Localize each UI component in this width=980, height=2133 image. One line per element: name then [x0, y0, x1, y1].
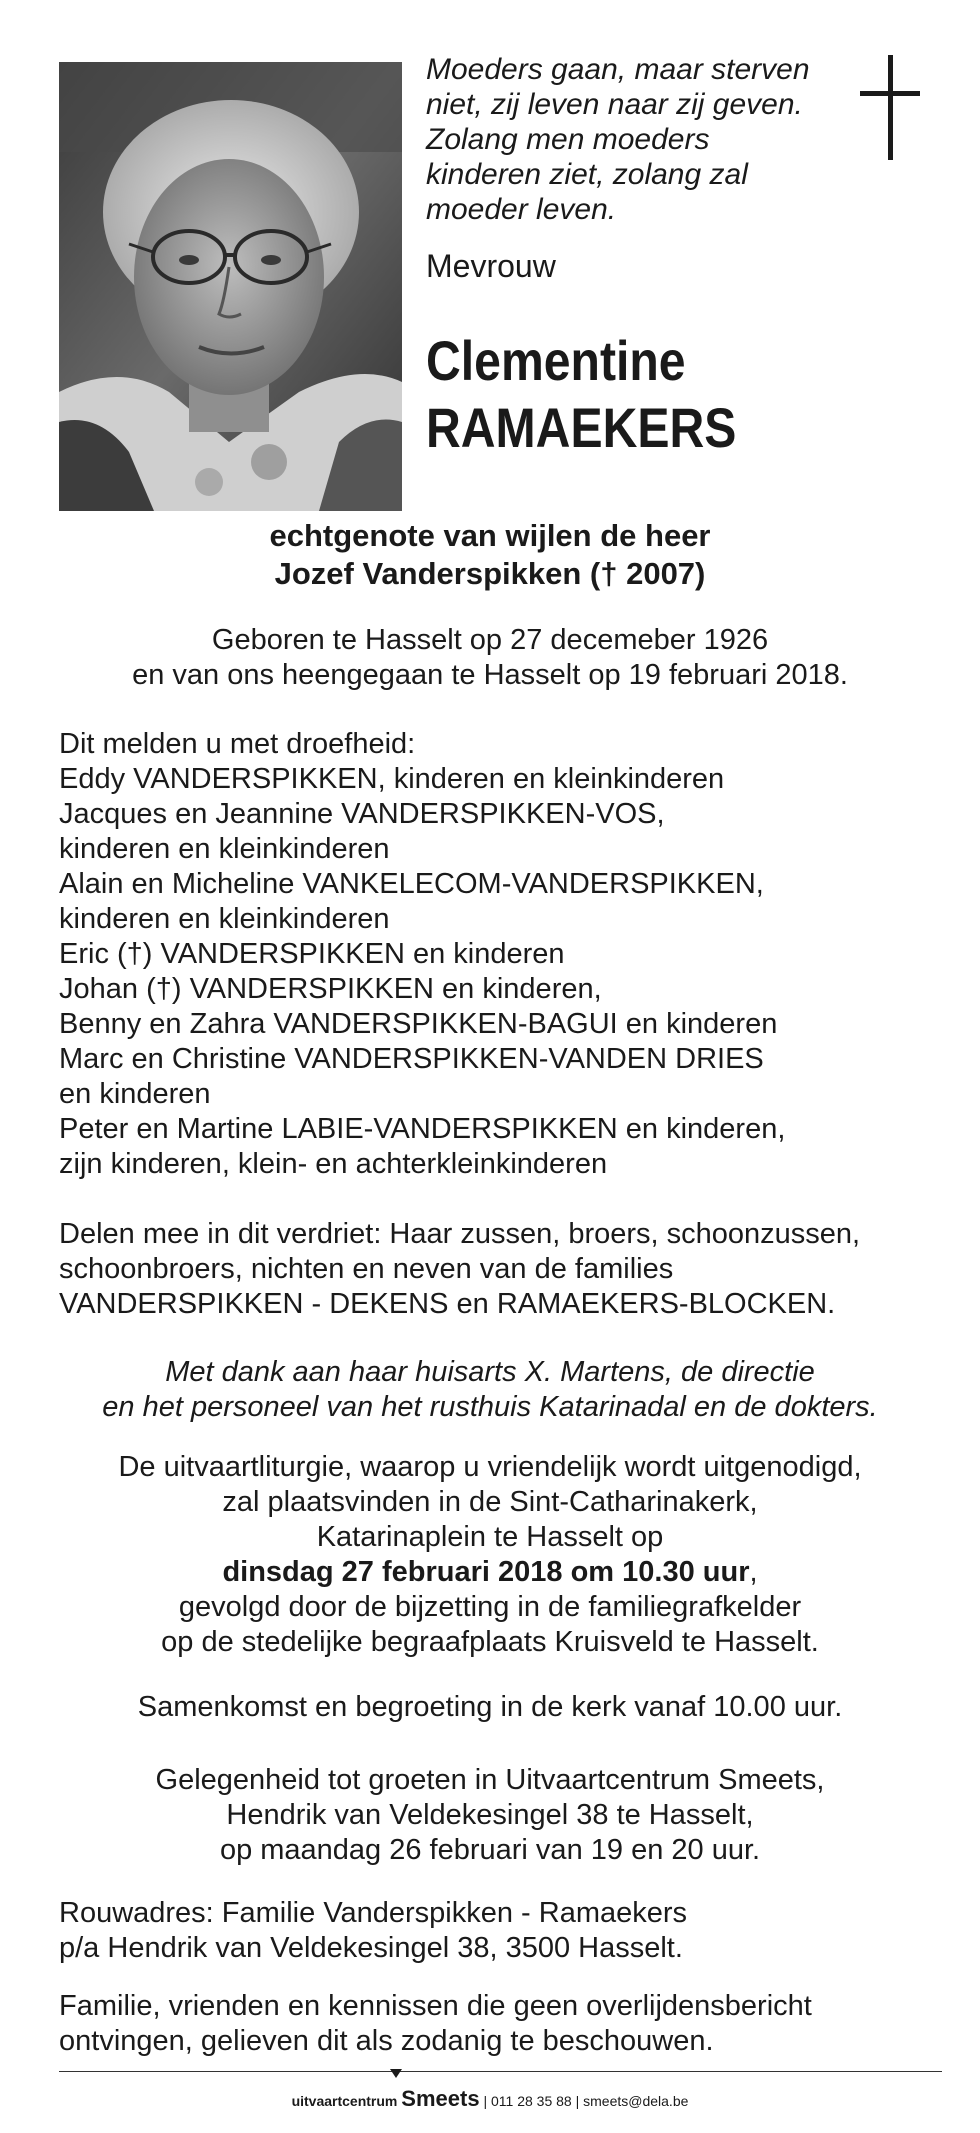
- family-line: Marc en Christine VANDERSPIKKEN-VANDEN DRIES: [59, 1043, 764, 1075]
- portrait-image: [59, 62, 402, 511]
- footer-separator: |: [575, 2093, 584, 2109]
- footer-email: smeets@dela.be: [583, 2093, 689, 2109]
- gathering-text: Samenkomst en begroeting in de kerk vanaf 10.00 uur.: [137, 1691, 843, 1723]
- family-line: Alain en Micheline VANKELECOM-VANDERSPIKKEN,: [59, 868, 764, 900]
- service-line: zal plaatsvinden in de Sint-Catharinakerk,: [222, 1486, 758, 1518]
- visit-line: Hendrik van Veldekesingel 38 te Hasselt,: [226, 1799, 754, 1831]
- footer-phone: 011 28 35 88: [490, 2093, 572, 2109]
- family-line: Eddy VANDERSPIKKEN, kinderen en kleinkinderen: [59, 763, 725, 795]
- address-line: p/a Hendrik van Veldekesingel 38, 3500 Hasselt.: [59, 1932, 683, 1964]
- poem-line: niet, zij leven naar zij geven.: [426, 88, 803, 121]
- visit-line: op maandag 26 februari van 19 en 20 uur.: [219, 1834, 761, 1866]
- poem-line: moeder leven.: [426, 193, 617, 226]
- family-line: Jacques en Jeannine VANDERSPIKKEN-VOS,: [59, 798, 665, 830]
- notice-line: Familie, vrienden en kennissen die geen overlijdensbericht: [59, 1990, 812, 2022]
- poem-line: Zolang men moeders: [426, 123, 710, 156]
- thanks-line: en het personeel van het rusthuis Katarinadal en de dokters.: [102, 1391, 878, 1423]
- footer-triangle-icon: [390, 2069, 402, 2078]
- family-line: kinderen en kleinkinderen: [59, 833, 390, 865]
- visitation-info: [40, 1763, 940, 1868]
- last-name: RAMAEKERS: [426, 396, 737, 459]
- cross-icon: [860, 55, 920, 160]
- family-line: Johan (†) VANDERSPIKKEN en kinderen,: [59, 973, 602, 1005]
- service-line: gevolgd door de bijzetting in de familiegrafkelder: [178, 1591, 802, 1623]
- mourning-address: [59, 1896, 939, 1966]
- family-line: Peter en Martine LABIE-VANDERSPIKKEN en kinderen,: [59, 1113, 786, 1145]
- family-line: zijn kinderen, klein- en achterkleinkinderen: [59, 1148, 608, 1180]
- footer-separator: |: [483, 2093, 491, 2109]
- footer-divider: [59, 2071, 942, 2072]
- notice-text: [59, 1989, 939, 2059]
- family-line: kinderen en kleinkinderen: [59, 903, 390, 935]
- born-line: en van ons heengegaan te Hasselt op 19 februari 2018.: [132, 659, 848, 691]
- spouse-line: echtgenote van wijlen de heer: [269, 518, 711, 553]
- address-line: Rouwadres: Familie Vanderspikken - Ramaekers: [59, 1897, 688, 1929]
- first-name: Clementine: [426, 329, 686, 392]
- poem: [426, 52, 846, 227]
- family-line: Dit melden u met droefheid:: [59, 728, 416, 760]
- visit-line: Gelegenheid tot groeten in Uitvaartcentrum Smeets,: [155, 1764, 825, 1796]
- family-line: en kinderen: [59, 1078, 211, 1110]
- mourners-text: [59, 1217, 939, 1322]
- honorific: Mevrouw: [426, 248, 556, 284]
- deceased-name: [426, 327, 736, 461]
- spouse-line: Jozef Vanderspikken († 2007): [274, 556, 706, 591]
- thanks-text: [40, 1355, 940, 1425]
- family-line: Eric (†) VANDERSPIKKEN en kinderen: [59, 938, 565, 970]
- born-line: Geboren te Hasselt op 27 decemeber 1926: [211, 624, 769, 656]
- portrait-photo: [59, 62, 402, 511]
- thanks-line: Met dank aan haar huisarts X. Martens, de directie: [165, 1356, 815, 1388]
- footer: [0, 2086, 980, 2112]
- funeral-service-info: [40, 1450, 940, 1660]
- mourn-line: VANDERSPIKKEN - DEKENS en RAMAEKERS-BLOCKEN.: [59, 1288, 836, 1320]
- notice-line: ontvingen, gelieven dit als zodanig te beschouwen.: [59, 2025, 714, 2057]
- mourn-line: Delen mee in dit verdriet: Haar zussen, broers, schoonzussen,: [59, 1218, 861, 1250]
- family-line: Benny en Zahra VANDERSPIKKEN-BAGUI en kinderen: [59, 1008, 778, 1040]
- service-date-suffix: ,: [749, 1556, 758, 1588]
- service-date-line: [40, 1555, 940, 1590]
- service-line: De uitvaartliturgie, waarop u vriendelijk wordt uitgenodigd,: [118, 1451, 862, 1483]
- poem-line: Moeders gaan, maar sterven: [426, 53, 810, 86]
- footer-brand: uitvaartcentrum: [291, 2093, 398, 2109]
- service-date: dinsdag 27 februari 2018 om 10.30 uur: [222, 1556, 750, 1588]
- family-list: [59, 727, 939, 1182]
- service-line: Katarinaplein te Hasselt op: [316, 1521, 664, 1553]
- poem-line: kinderen ziet, zolang zal: [426, 158, 748, 191]
- mourn-line: schoonbroers, nichten en neven van de families: [59, 1253, 674, 1285]
- service-line: op de stedelijke begraafplaats Kruisveld te Hasselt.: [161, 1626, 819, 1658]
- birth-death-info: [40, 623, 940, 693]
- footer-name: Smeets: [401, 2086, 480, 2111]
- spouse-info: [40, 517, 940, 593]
